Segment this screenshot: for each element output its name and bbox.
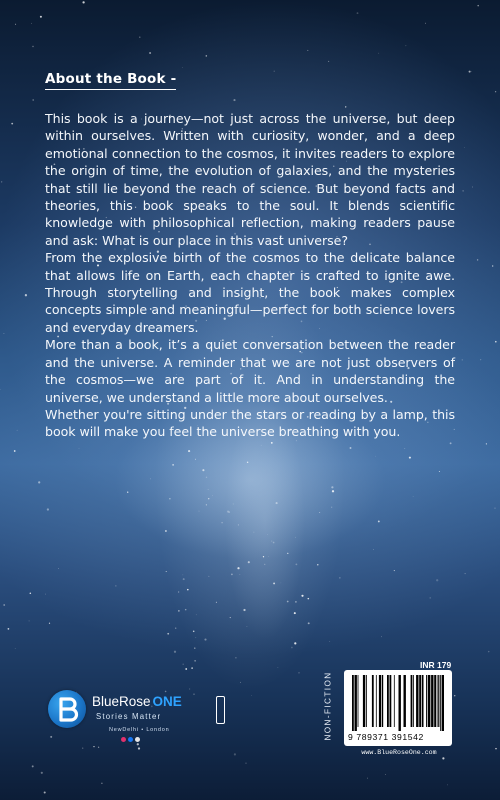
barcode-bar <box>422 675 424 727</box>
star <box>25 294 27 296</box>
star <box>472 187 473 188</box>
star <box>254 532 255 533</box>
star <box>295 563 297 565</box>
star <box>469 71 471 73</box>
star <box>14 450 16 452</box>
star <box>191 667 193 669</box>
genre-text: NON-FICTION <box>323 671 333 741</box>
star <box>301 595 303 597</box>
barcode-bar <box>416 675 418 727</box>
star <box>357 12 359 14</box>
barcode-bar <box>394 675 395 727</box>
star <box>454 695 455 696</box>
star <box>127 492 128 493</box>
star <box>375 456 376 457</box>
about-paragraph-4: Whether you're sitting under the stars or reading by a lamp, this book will make you feel the universe breathing with you. <box>45 406 455 440</box>
barcode-bar <box>352 675 354 731</box>
star <box>373 549 374 550</box>
star <box>317 564 318 565</box>
star <box>276 502 278 504</box>
star <box>79 448 80 449</box>
star <box>11 123 13 125</box>
star <box>385 774 386 775</box>
barcode-bar <box>355 675 357 731</box>
star <box>243 609 245 611</box>
star <box>331 507 332 508</box>
star <box>248 561 250 563</box>
star <box>378 53 379 54</box>
star <box>462 359 463 360</box>
star <box>206 504 207 505</box>
barcode-bar <box>366 675 367 727</box>
star <box>378 520 380 522</box>
star <box>492 265 493 266</box>
star <box>436 579 438 581</box>
publisher-name-main: BlueRose <box>92 694 151 709</box>
star <box>406 45 407 46</box>
barcode-bar <box>431 675 433 727</box>
star <box>233 503 234 504</box>
star <box>169 498 170 499</box>
price-label: INR 179 <box>420 660 452 670</box>
star <box>45 594 46 595</box>
star <box>494 507 495 508</box>
star <box>47 508 49 510</box>
instagram-icon[interactable] <box>121 737 126 742</box>
star <box>238 524 239 525</box>
star <box>204 639 206 641</box>
star <box>271 442 273 444</box>
barcode-bar <box>434 675 436 727</box>
star <box>58 568 59 569</box>
star <box>294 612 296 614</box>
star <box>237 567 239 569</box>
star <box>295 601 297 603</box>
star <box>308 598 310 600</box>
star <box>330 642 331 643</box>
star <box>294 642 296 644</box>
facebook-icon[interactable] <box>128 737 133 742</box>
about-section <box>45 68 455 441</box>
star <box>202 469 204 471</box>
star <box>183 664 184 665</box>
barcode-bar <box>419 675 421 727</box>
star <box>264 564 265 565</box>
star <box>8 628 10 630</box>
publisher-name <box>92 694 182 709</box>
star <box>273 582 275 584</box>
star <box>32 99 34 101</box>
star <box>273 542 275 544</box>
star <box>206 55 208 57</box>
isbn-barcode <box>344 670 452 746</box>
star <box>183 578 185 580</box>
star <box>278 667 279 668</box>
star <box>439 471 440 472</box>
social-icons <box>121 737 140 742</box>
star <box>495 341 497 343</box>
barcode-bar <box>437 675 438 727</box>
barcode-bar <box>363 675 365 727</box>
star <box>212 495 213 496</box>
barcode-bar <box>413 675 414 727</box>
star <box>3 333 4 334</box>
star <box>172 464 174 466</box>
barcode-bar <box>358 675 359 727</box>
star <box>32 46 33 47</box>
star <box>188 450 190 452</box>
star <box>291 647 293 649</box>
genre-label <box>320 660 336 752</box>
publisher-badge-icon <box>216 696 225 724</box>
star <box>261 445 262 446</box>
star <box>193 631 195 633</box>
star <box>464 147 465 148</box>
star <box>495 748 497 750</box>
star <box>195 637 196 638</box>
star <box>165 530 167 532</box>
star <box>231 573 233 575</box>
star <box>221 522 223 524</box>
star <box>196 615 197 616</box>
star <box>287 601 289 603</box>
star <box>409 457 411 459</box>
star <box>287 553 288 554</box>
star <box>101 783 102 784</box>
star <box>230 617 231 618</box>
star <box>246 626 247 627</box>
star <box>447 785 448 786</box>
star <box>465 573 466 574</box>
star <box>228 511 230 513</box>
star <box>40 16 42 18</box>
star <box>187 589 189 591</box>
star <box>166 571 167 572</box>
star <box>49 623 50 624</box>
isbn-digits: 9 789371 391542 <box>348 732 424 742</box>
star <box>495 91 496 92</box>
barcode-bar <box>440 675 441 731</box>
barcode-bar <box>379 675 381 727</box>
star <box>251 695 252 696</box>
barcode-bar <box>442 675 444 731</box>
star <box>268 556 269 557</box>
star <box>486 443 487 444</box>
about-paragraph-2: From the explosive birth of the cosmos to the delicate balance that allows life on Earth, each chapter is crafted to ignite awe. Through storytelling and insight, the book makes complex concepts simple and meaningful—perfect for both science lovers and everyday dreamers. <box>45 250 455 335</box>
star <box>38 481 40 483</box>
star <box>332 490 334 492</box>
star <box>245 763 246 764</box>
barcode-bar <box>399 675 401 731</box>
star <box>194 660 195 661</box>
star <box>139 37 140 38</box>
barcode-bar <box>428 675 430 727</box>
star <box>328 61 329 62</box>
star <box>3 604 5 606</box>
star <box>32 765 34 767</box>
star <box>471 71 472 72</box>
about-heading: About the Book - <box>45 71 176 90</box>
star <box>175 628 176 629</box>
star <box>174 651 176 653</box>
star <box>44 791 46 793</box>
star <box>240 575 241 576</box>
star <box>185 668 187 670</box>
star <box>41 772 43 774</box>
star <box>477 259 478 260</box>
star <box>367 778 368 779</box>
star <box>319 512 320 513</box>
star <box>350 447 352 449</box>
star <box>429 597 431 599</box>
star <box>1 181 2 182</box>
star <box>208 498 209 499</box>
star <box>308 622 310 624</box>
star <box>339 577 340 578</box>
barcode-bar <box>390 675 392 727</box>
star <box>298 672 300 674</box>
star <box>462 190 463 191</box>
star <box>394 570 395 571</box>
star <box>15 24 16 25</box>
star <box>178 592 179 593</box>
star <box>381 636 382 637</box>
publisher-website: www.BlueRoseOne.com <box>361 749 437 756</box>
star <box>17 430 18 431</box>
star <box>149 52 151 54</box>
publisher-logo <box>48 690 238 750</box>
star <box>115 585 116 586</box>
star <box>450 442 452 444</box>
star <box>442 757 444 759</box>
star <box>82 1 84 3</box>
star <box>208 489 209 490</box>
publisher-tagline: Stories Matter <box>96 712 162 721</box>
star <box>234 753 236 755</box>
bluerose-b-logo-icon <box>48 690 86 728</box>
star <box>182 574 183 575</box>
publisher-cities: NewDelhi • London <box>109 727 170 733</box>
star <box>488 651 489 652</box>
star <box>206 477 207 478</box>
star <box>150 479 151 480</box>
star <box>194 648 195 649</box>
star <box>331 486 333 488</box>
about-paragraph-3: More than a book, it’s a quiet conversation between the reader and the universe. A reminder that we are not just observers of the cosmos—we are part of it. And in understanding the universe, we understand a little more about ourselves. <box>45 337 455 405</box>
star <box>185 609 187 611</box>
about-paragraph-1: This book is a journey—not just across the universe, but deep within ourselves. Written with curiosity, wonder, and a deep emotional connection to the cosmos, it invites readers to explore the origin of time, the evolution of galaxies, and the mysteries that still lie beyond the reach of science. But beyond facts and theories, this book speaks to the soul. It blends scientific knowledge with philosophical reflection, making readers pause and ask: What is our place in this vast universe? <box>45 111 455 248</box>
star <box>425 23 426 24</box>
star <box>240 682 241 683</box>
barcode-bar <box>404 675 406 727</box>
star <box>413 496 414 497</box>
star <box>477 5 479 7</box>
publisher-name-suffix: ONE <box>152 694 182 709</box>
star <box>167 633 169 635</box>
star <box>30 592 32 594</box>
star <box>235 657 237 659</box>
star <box>281 583 282 584</box>
star <box>480 359 481 360</box>
star <box>404 448 405 449</box>
star <box>295 537 296 538</box>
star <box>247 462 248 463</box>
barcode-bar <box>438 675 439 727</box>
star <box>271 541 272 542</box>
star <box>178 610 179 611</box>
star <box>216 602 217 603</box>
barcode-bar <box>372 675 374 727</box>
star <box>209 576 210 577</box>
barcode-bar <box>376 675 377 727</box>
star <box>15 648 16 649</box>
star <box>29 620 30 621</box>
x-icon[interactable] <box>135 737 140 742</box>
star <box>198 511 199 512</box>
barcode-bar <box>387 675 389 727</box>
barcode-bar <box>411 675 413 727</box>
star <box>31 23 32 24</box>
star <box>268 534 269 535</box>
star <box>307 50 308 51</box>
star <box>263 556 264 557</box>
barcode-bar <box>382 675 383 727</box>
star <box>195 459 196 460</box>
barcode-bar <box>426 675 427 727</box>
